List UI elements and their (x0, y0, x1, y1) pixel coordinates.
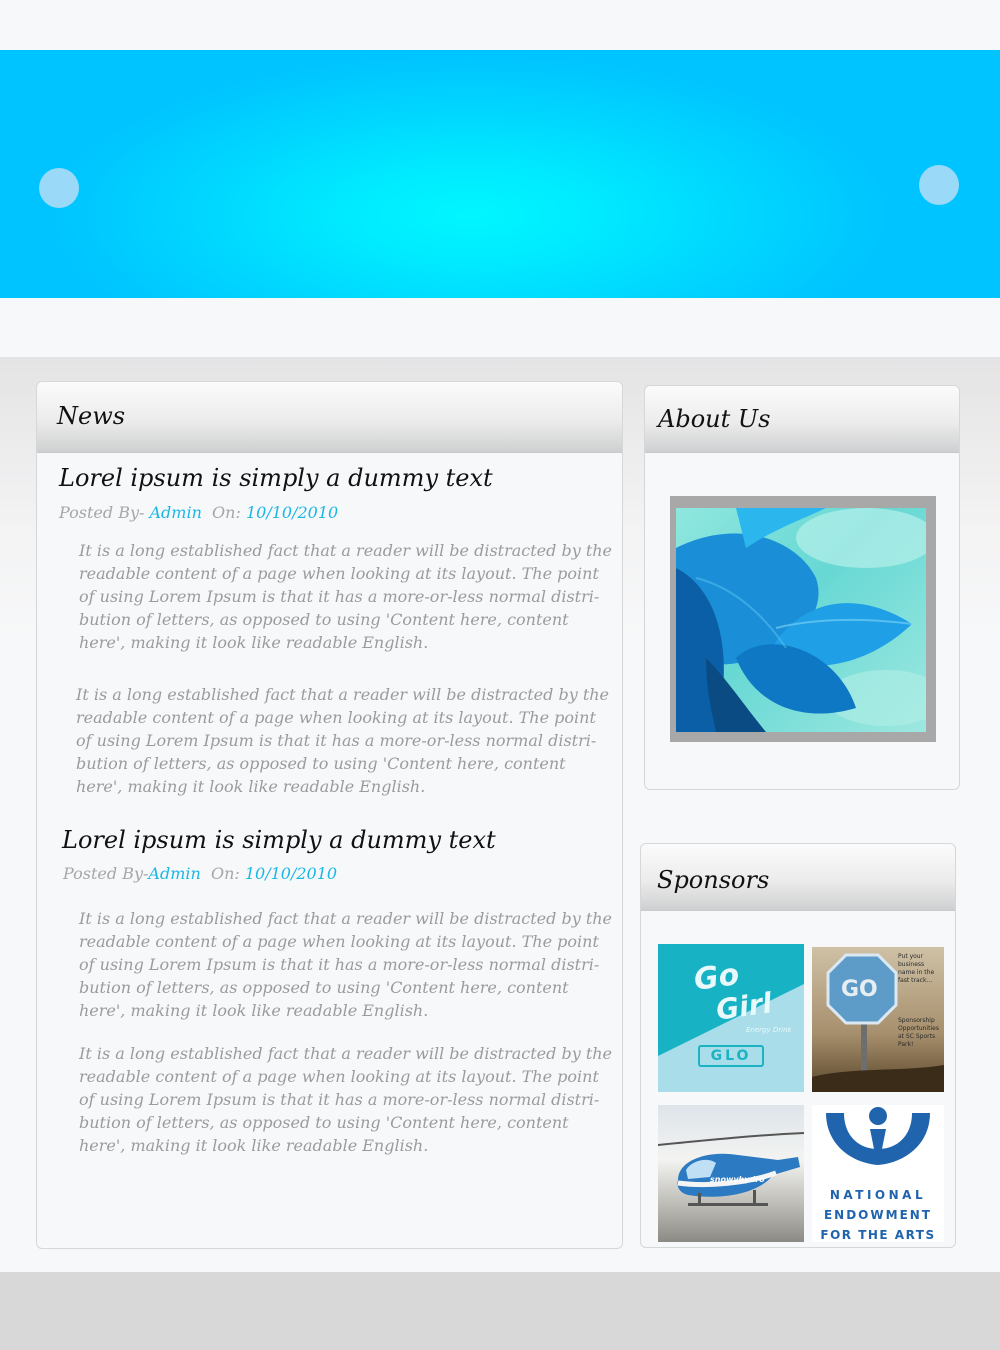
go-sign-text: GO (841, 977, 878, 1002)
post-paragraph (76, 683, 610, 798)
on-label: On: (210, 864, 240, 883)
about-title: About Us (658, 405, 771, 433)
post-paragraph (79, 539, 613, 654)
post-paragraph (79, 1042, 613, 1157)
post-paragraph (79, 907, 613, 1022)
post-date: 10/10/2010 (245, 503, 339, 522)
go-sign-caption: Put your business name in the fast track... (898, 953, 935, 984)
post-meta (63, 864, 337, 883)
paragraph-line: here', making it look like readable English. (79, 633, 429, 652)
post-date: 10/10/2010 (244, 864, 338, 883)
post-title[interactable]: Lorel ipsum is simply a dummy text (62, 826, 496, 854)
header-banner (0, 50, 1000, 298)
paragraph-line: here', making it look like readable English. (76, 777, 426, 796)
paragraph-line: here', making it look like readable English. (79, 1136, 429, 1155)
news-panel-header (37, 382, 622, 453)
paragraph-line: of using Lorem Ipsum is that it has a more-or-less normal distri- (79, 1090, 600, 1109)
nea-line-1: NATIONAL (829, 1188, 927, 1202)
paragraph-line: bution of letters, as opposed to using 'Content here, content (79, 1113, 569, 1132)
nea-text (812, 1185, 944, 1242)
paragraph-line: readable content of a page when looking at its layout. The point (79, 564, 599, 583)
slider-next-dot[interactable] (919, 165, 959, 205)
glo-brand: GLO (698, 1045, 764, 1067)
go-girl-go-text: Go (691, 957, 742, 998)
paragraph-line: readable content of a page when looking at its layout. The point (79, 1067, 599, 1086)
paragraph-line: readable content of a page when looking at its layout. The point (79, 932, 599, 951)
paragraph-line: bution of letters, as opposed to using 'Content here, content (79, 610, 569, 629)
go-girl-tagline: Energy Drink (746, 1026, 792, 1034)
paragraph-line: of using Lorem Ipsum is that it has a more-or-less normal distri- (76, 731, 597, 750)
go-sign-caption-2: Sponsorship Opportunities at SC Sports Park! (898, 1017, 939, 1048)
paragraph-line: bution of letters, as opposed to using 'Content here, content (76, 754, 566, 773)
paragraph-line: It is a long established fact that a reader will be distracted by the (79, 1044, 613, 1063)
paragraph-line: It is a long established fact that a reader will be distracted by the (79, 909, 613, 928)
sponsor-go-sign[interactable] (812, 947, 944, 1092)
paragraph-line: It is a long established fact that a reader will be distracted by the (76, 685, 610, 704)
paragraph-line: bution of letters, as opposed to using 'Content here, content (79, 978, 569, 997)
on-label: On: (212, 503, 241, 522)
lotus-flower-image (676, 508, 926, 732)
sponsor-go-girl-logo[interactable] (658, 944, 804, 1092)
news-title: News (57, 402, 126, 430)
footer (0, 1272, 1000, 1350)
paragraph-line: of using Lorem Ipsum is that it has a more-or-less normal distri- (79, 587, 600, 606)
go-girl-girl-text: Girl (713, 986, 775, 1027)
paragraph-line: readable content of a page when looking at its layout. The point (76, 708, 596, 727)
slider-prev-dot[interactable] (39, 168, 79, 208)
helicopter-label: snowyhydro (710, 1175, 765, 1184)
sponsors-panel-header (641, 844, 955, 911)
post-title[interactable]: Lorel ipsum is simply a dummy text (59, 464, 493, 492)
author-link[interactable]: Admin (148, 864, 201, 883)
sponsor-helicopter[interactable] (658, 1105, 804, 1242)
paragraph-line: It is a long established fact that a reader will be distracted by the (79, 541, 613, 560)
paragraph-line: of using Lorem Ipsum is that it has a more-or-less normal distri- (79, 955, 600, 974)
posted-by-label: Posted By- (63, 864, 149, 883)
about-panel-header (645, 386, 959, 453)
sponsor-nea-logo[interactable] (812, 1105, 944, 1242)
posted-by-label: Posted By- (59, 503, 145, 522)
nea-line-2: ENDOWMENT (823, 1208, 932, 1222)
sponsors-title: Sponsors (657, 866, 770, 894)
about-image-frame (670, 496, 936, 742)
nea-line-3: FOR THE ARTS (820, 1228, 936, 1242)
paragraph-line: here', making it look like readable English. (79, 1001, 429, 1020)
post-meta (59, 503, 338, 522)
author-link[interactable]: Admin (149, 503, 202, 522)
